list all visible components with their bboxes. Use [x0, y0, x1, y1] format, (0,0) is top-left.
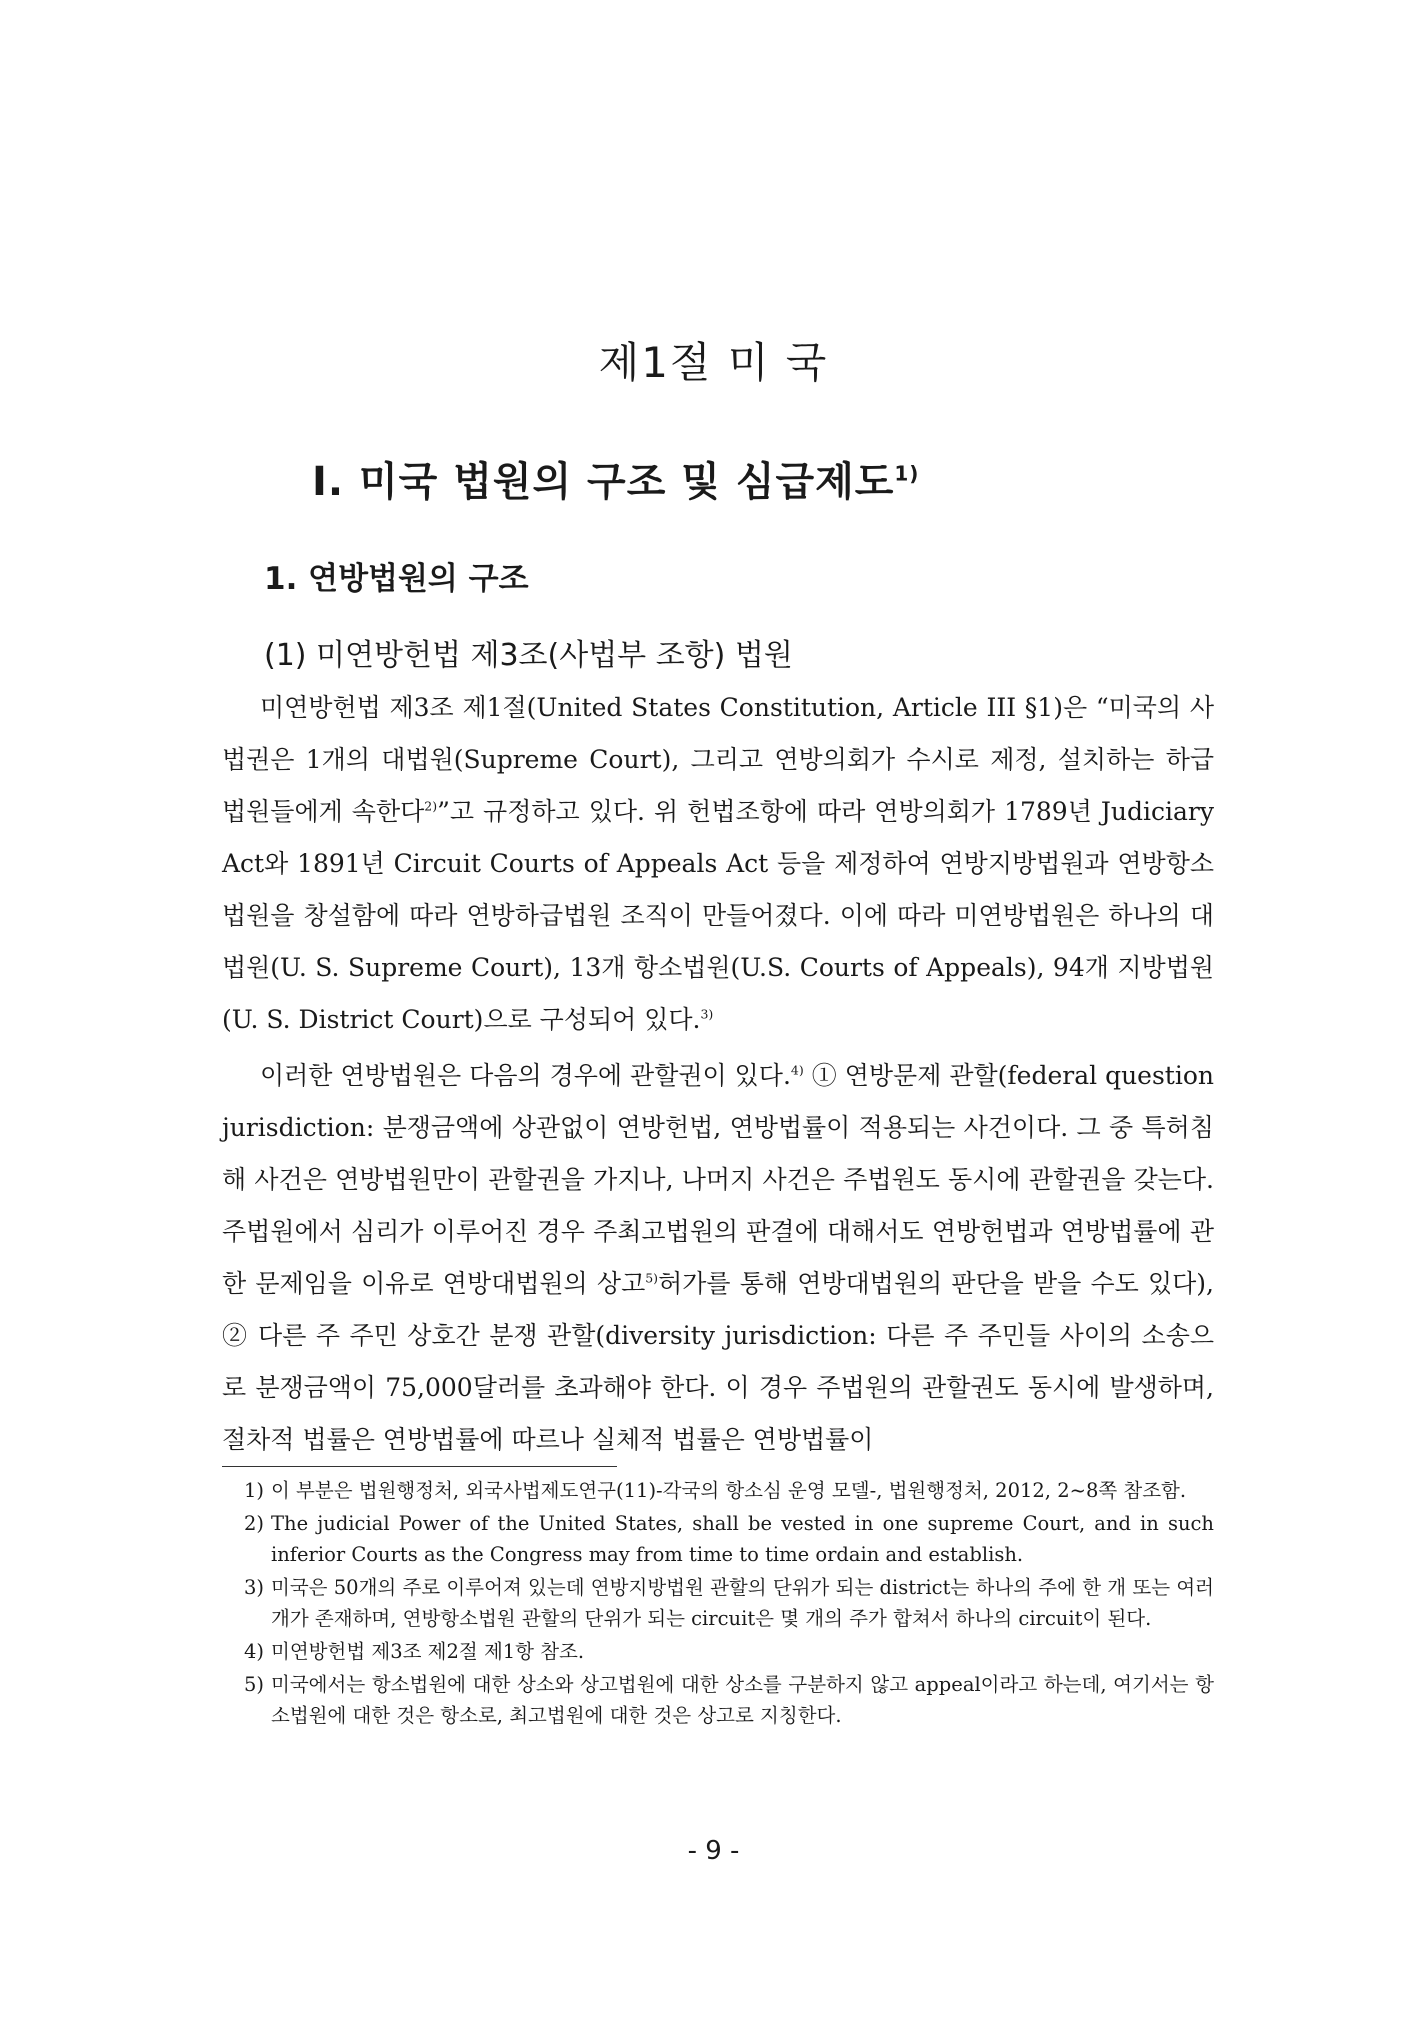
footnote-ref-5[interactable]: 5) [645, 1270, 659, 1286]
footnote-text: 미연방헌법 제3조 제2절 제1항 참조. [271, 1640, 585, 1663]
footnote-number: 5) [244, 1673, 265, 1696]
footnote-1 [244, 1475, 1214, 1506]
subsection-heading: 1. 연방법원의 구조 [264, 561, 529, 597]
footnote-4 [244, 1636, 1214, 1667]
chapter-title: 제1절 미 국 [598, 338, 829, 387]
paragraph-text: ”고 규정하고 있다. 위 헌법조항에 따라 연방의회가 1789년 Judiciary Act와 1891년 Circuit Courts of Appeals Act 등을 제정하여 연방지방법원과 연방항소법원을 창설함에 따라 연방하급법원 조직이 만들어졌다. 이에 따라 미연방법원은 하나의 대법원(U. S. Supreme Court), 13개 항소법원(U.S. Courts of Appeals), 94개 지방법원(U. S. District Court)으로 구성되어 있다. [222, 797, 1214, 1034]
subsubsection-heading: (1) 미연방헌법 제3조(사법부 조항) 법원 [264, 638, 793, 673]
body-paragraph-2 [222, 1050, 1214, 1466]
footnote-number: 4) [244, 1640, 265, 1663]
footnotes [244, 1475, 1214, 1733]
footnote-number: 2) [244, 1512, 265, 1535]
footnote-3 [244, 1572, 1214, 1634]
paragraph-text: 허가를 통해 연방대법원의 판단을 받을 수도 있다), ② 다른 주 주민 상호간 분쟁 관할(diversity jurisdiction: 다른 주 주민들 사이의 소송으로 분쟁금액이 75,000달러를 초과해야 한다. 이 경우 주법원의 관할권도 동시에 발생하며, 절차적 법률은 연방법률에 따르나 실체적 법률은 연방법률이 [222, 1269, 1214, 1454]
paragraph-text: 미연방헌법 제3조 제1절(United States Constitution, Article III §1)은 “미국의 사법권은 1개의 대법원(Supreme Court), 그리고 연방의회가 수시로 제정, 설치하는 하급 법원들에게 속한다 [222, 693, 1214, 826]
footnote-text: 이 부분은 법원행정처, 외국사법제도연구(11)-각국의 항소심 운영 모델-, 법원행정처, 2012, 2~8쪽 참조함. [271, 1479, 1187, 1502]
footnote-ref-2[interactable]: 2) [424, 798, 438, 814]
section-heading-text: Ⅰ. 미국 법원의 구조 및 심급제도 [312, 459, 895, 505]
footnote-number: 1) [244, 1479, 265, 1502]
footnote-2 [244, 1508, 1214, 1570]
paragraph-text: ① 연방문제 관할(federal question jurisdiction: 분쟁금액에 상관없이 연방헌법, 연방법률이 적용되는 사건이다. 그 중 특허침해 사건은 연방법원만이 관할권을 가지나, 나머지 사건은 주법원도 동시에 관할권을 갖는다. 주법원에서 심리가 이루어진 경우 주최고법원의 판결에 대해서도 연방헌법과 연방법률에 관한 문제임을 이유로 연방대법원의 상고 [222, 1061, 1214, 1298]
footnote-5 [244, 1669, 1214, 1731]
footnote-ref-4[interactable]: 4) [790, 1062, 804, 1078]
page-number: - 9 - [687, 1836, 740, 1866]
footnote-text: The judicial Power of the United States, shall be vested in one supreme Court, and in such inferior Courts as the Congress may from time to time ordain and establish. [271, 1512, 1214, 1566]
footnote-divider [222, 1466, 617, 1467]
footnote-ref-3[interactable]: 3) [700, 1006, 714, 1022]
footnote-text: 미국은 50개의 주로 이루어져 있는데 연방지방법원 관할의 단위가 되는 district는 하나의 주에 한 개 또는 여러 개가 존재하며, 연방항소법원 관할의 단위가 되는 circuit은 몇 개의 주가 합쳐서 하나의 circuit이 된다. [271, 1576, 1214, 1630]
section-heading [312, 450, 919, 507]
footnote-text: 미국에서는 항소법원에 대한 상소와 상고법원에 대한 상소를 구분하지 않고 appeal이라고 하는데, 여기서는 항소법원에 대한 것은 항소로, 최고법원에 대한 것은 상고로 지칭한다. [271, 1673, 1214, 1727]
body-paragraph-1 [222, 682, 1214, 1046]
footnote-number: 3) [244, 1576, 265, 1599]
footnote-ref-1[interactable]: 1) [894, 461, 920, 486]
paragraph-text: 이러한 연방법원은 다음의 경우에 관할권이 있다. [260, 1061, 791, 1090]
